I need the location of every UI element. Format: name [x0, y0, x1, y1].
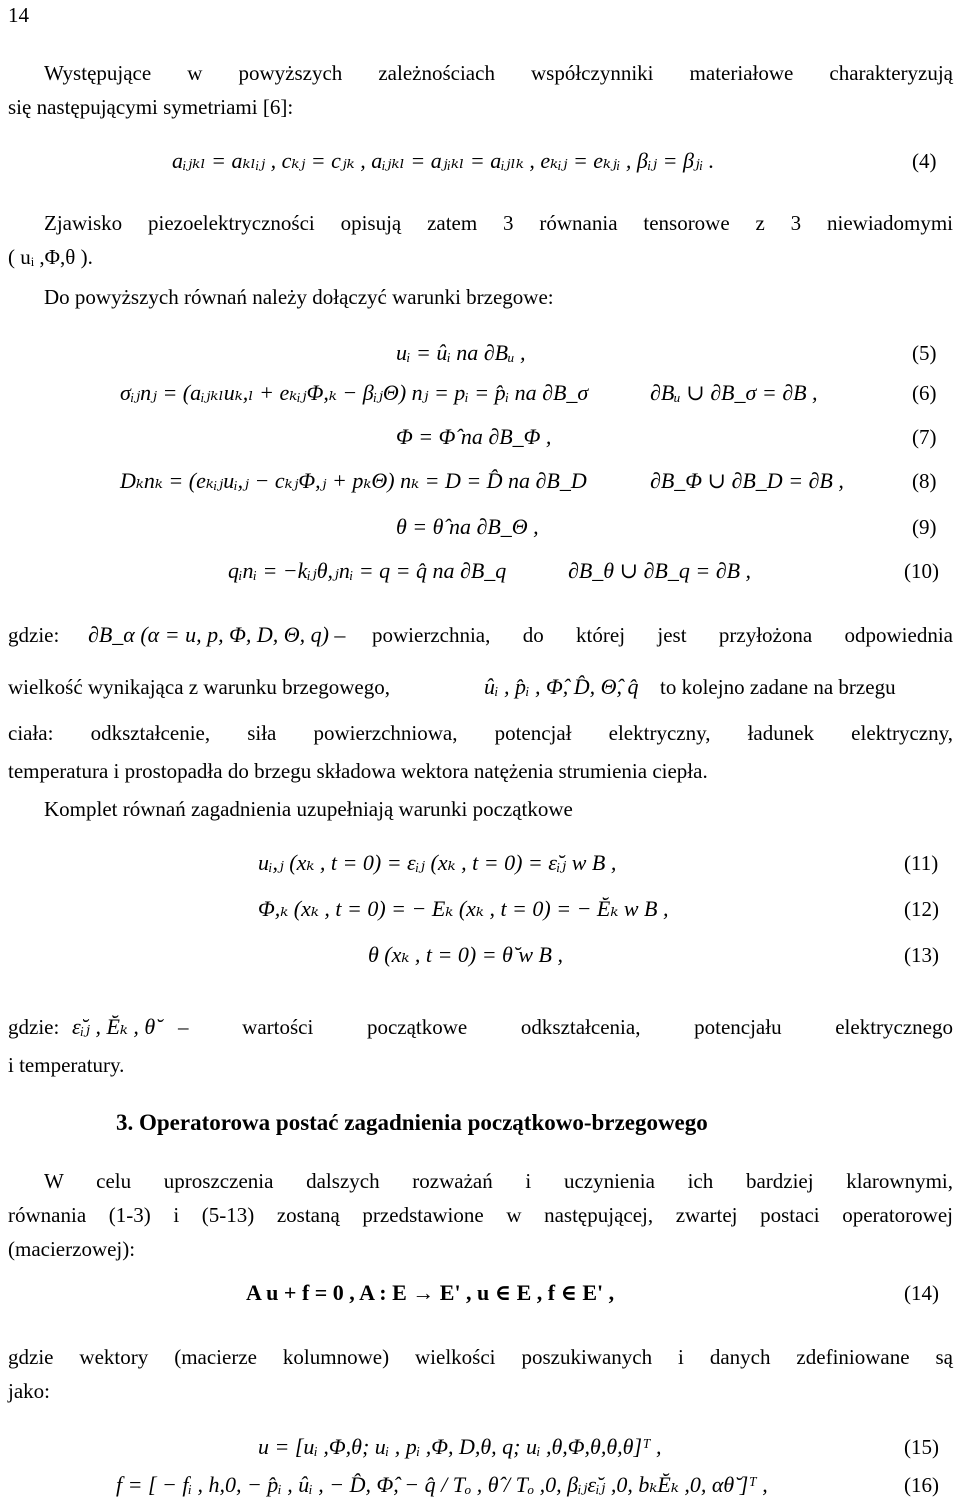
equation-10-rhs: ∂B_θ ∪ ∂B_q = ∂B , [568, 558, 752, 583]
vectors-intro-line-2: jako: [8, 1379, 50, 1403]
equation-6-lhs: σᵢⱼnⱼ = (aᵢⱼₖₗuₖ,ₗ + eₖᵢⱼΦ,ₖ − βᵢⱼΘ) nⱼ = pᵢ = p̂ᵢ na ∂B_σ [120, 380, 589, 405]
gdzie-2-math: ε̆ᵢⱼ , Ĕₖ , θ̆ [72, 1014, 156, 1039]
section-para-line-3: (macierzowej): [8, 1237, 136, 1261]
equation-15: u = [uᵢ ,Φ,θ; uᵢ , pᵢ ,Φ, D,θ, q; uᵢ ,θ,Φ,θ,θ,θ]ᵀ , [258, 1434, 662, 1459]
equation-14-number: (14) [904, 1281, 939, 1305]
equation-6-rhs: ∂Bᵤ ∪ ∂B_σ = ∂B , [650, 380, 818, 405]
equation-8-rhs: ∂B_Φ ∪ ∂B_D = ∂B , [650, 468, 844, 493]
equation-7: Φ = Φ̂ na ∂B_Φ , [396, 424, 552, 449]
equation-4: aᵢⱼₖₗ = aₖₗᵢⱼ , cₖⱼ = cⱼₖ , aᵢⱼₖₗ = aⱼᵢₖₗ = aᵢⱼₗₖ , eₖᵢⱼ = eₖⱼᵢ , βᵢⱼ = βⱼᵢ . [172, 148, 715, 173]
equation-13: θ (xₖ , t = 0) = θ̆ w B , [368, 942, 563, 967]
equation-16-number: (16) [904, 1473, 939, 1497]
equation-10-number: (10) [904, 559, 939, 583]
equation-9-number: (9) [912, 515, 937, 539]
gdzie-1-math: ∂B_α (α = u, p, Φ, D, Θ, q) – [88, 622, 346, 647]
gdzie-label-2: gdzie: [8, 1015, 60, 1039]
intro-line-2: się następującymi symetriami [6]: [8, 95, 294, 119]
equation-16: f = [ − fᵢ , h,0, − p̂ᵢ , ûᵢ , − D̂, Φ̂, − q̂ / Tₒ , θ̂ / Tₒ ,0, βᵢⱼε̆ᵢⱼ ,0, bₖĔₖ ,0, αθ̆ ]ᵀ , [116, 1472, 768, 1497]
equation-6-number: (6) [912, 381, 937, 405]
section-para-line-2: równania (1-3) i (5-13) zostaną przedstawione w następującej, zwartej postaci operatorowej [8, 1203, 953, 1227]
equation-11: uᵢ,ⱼ (xₖ , t = 0) = εᵢⱼ (xₖ , t = 0) = ε̆ᵢⱼ w B , [258, 850, 617, 875]
section-title: 3. Operatorowa postać zagadnienia początkowo-brzegowego [116, 1110, 708, 1135]
intro-line-1: Występujące w powyższych zależnościach współczynniki materiałowe charakteryzują [44, 61, 953, 85]
equation-14: A u + f = 0 , A : E → E' , u ∈ E , f ∈ E' , [246, 1280, 615, 1305]
equation-4-number: (4) [912, 149, 937, 173]
equation-7-number: (7) [912, 425, 937, 449]
equation-13-number: (13) [904, 943, 939, 967]
gdzie-1-line3: ciała: odkształcenie, siła powierzchniowa, potencjał elektryczny, ładunek elektryczny, [8, 721, 953, 745]
boundary-intro: Do powyższych równań należy dołączyć warunki brzegowe: [44, 285, 554, 309]
equation-15-number: (15) [904, 1435, 939, 1459]
page-number: 14 [8, 3, 29, 27]
gdzie-1-line2-b: to kolejno zadane na brzegu [660, 675, 896, 699]
equation-12: Φ,ₖ (xₖ , t = 0) = − Eₖ (xₖ , t = 0) = − Ĕₖ w B , [258, 896, 669, 921]
equation-8-lhs: Dₖnₖ = (eₖᵢⱼuᵢ,ⱼ − cₖⱼΦ,ⱼ + pₖΘ) nₖ = D = D̂ na ∂B_D [120, 468, 587, 493]
gdzie-1-line2-a: wielkość wynikająca z warunku brzegowego, [8, 675, 390, 699]
gdzie-1-line4: temperatura i prostopadła do brzegu składowa wektora natężenia strumienia ciepła. [8, 759, 708, 783]
section-para-line-1: W celu uproszczenia dalszych rozważań i uczynienia ich bardziej klarownymi, [44, 1169, 953, 1193]
equation-12-number: (12) [904, 897, 939, 921]
gdzie-label-1: gdzie: [8, 623, 60, 647]
gdzie-1-text: powierzchnia, do której jest przyłożona odpowiednia [372, 623, 953, 647]
equation-9: θ = θ̂ na ∂B_Θ , [396, 514, 539, 539]
gdzie-2-line2: i temperatury. [8, 1053, 125, 1077]
equation-8-number: (8) [912, 469, 937, 493]
equation-10-lhs: qᵢnᵢ = −kᵢⱼθ,ⱼnᵢ = q = q̂ na ∂B_q [228, 558, 507, 583]
gdzie-1-line2-math: ûᵢ , p̂ᵢ , Φ̂, D̂, Θ̂, q̂ [484, 674, 639, 699]
piezo-line-2: ( uᵢ ,Φ,θ ). [8, 245, 93, 269]
initial-intro: Komplet równań zagadnienia uzupełniają warunki początkowe [44, 797, 573, 821]
vectors-intro-line-1: gdzie wektory (macierze kolumnowe) wielkości poszukiwanych i danych zdefiniowane są [8, 1345, 953, 1369]
piezo-line-1: Zjawisko piezoelektryczności opisują zatem 3 równania tensorowe z 3 niewiadomymi [44, 211, 953, 235]
equation-5: uᵢ = ûᵢ na ∂Bᵤ , [396, 340, 526, 365]
equation-5-number: (5) [912, 341, 937, 365]
equation-11-number: (11) [904, 851, 939, 875]
gdzie-2-text: – wartości początkowe odkształcenia, potencjału elektrycznego [178, 1015, 953, 1039]
